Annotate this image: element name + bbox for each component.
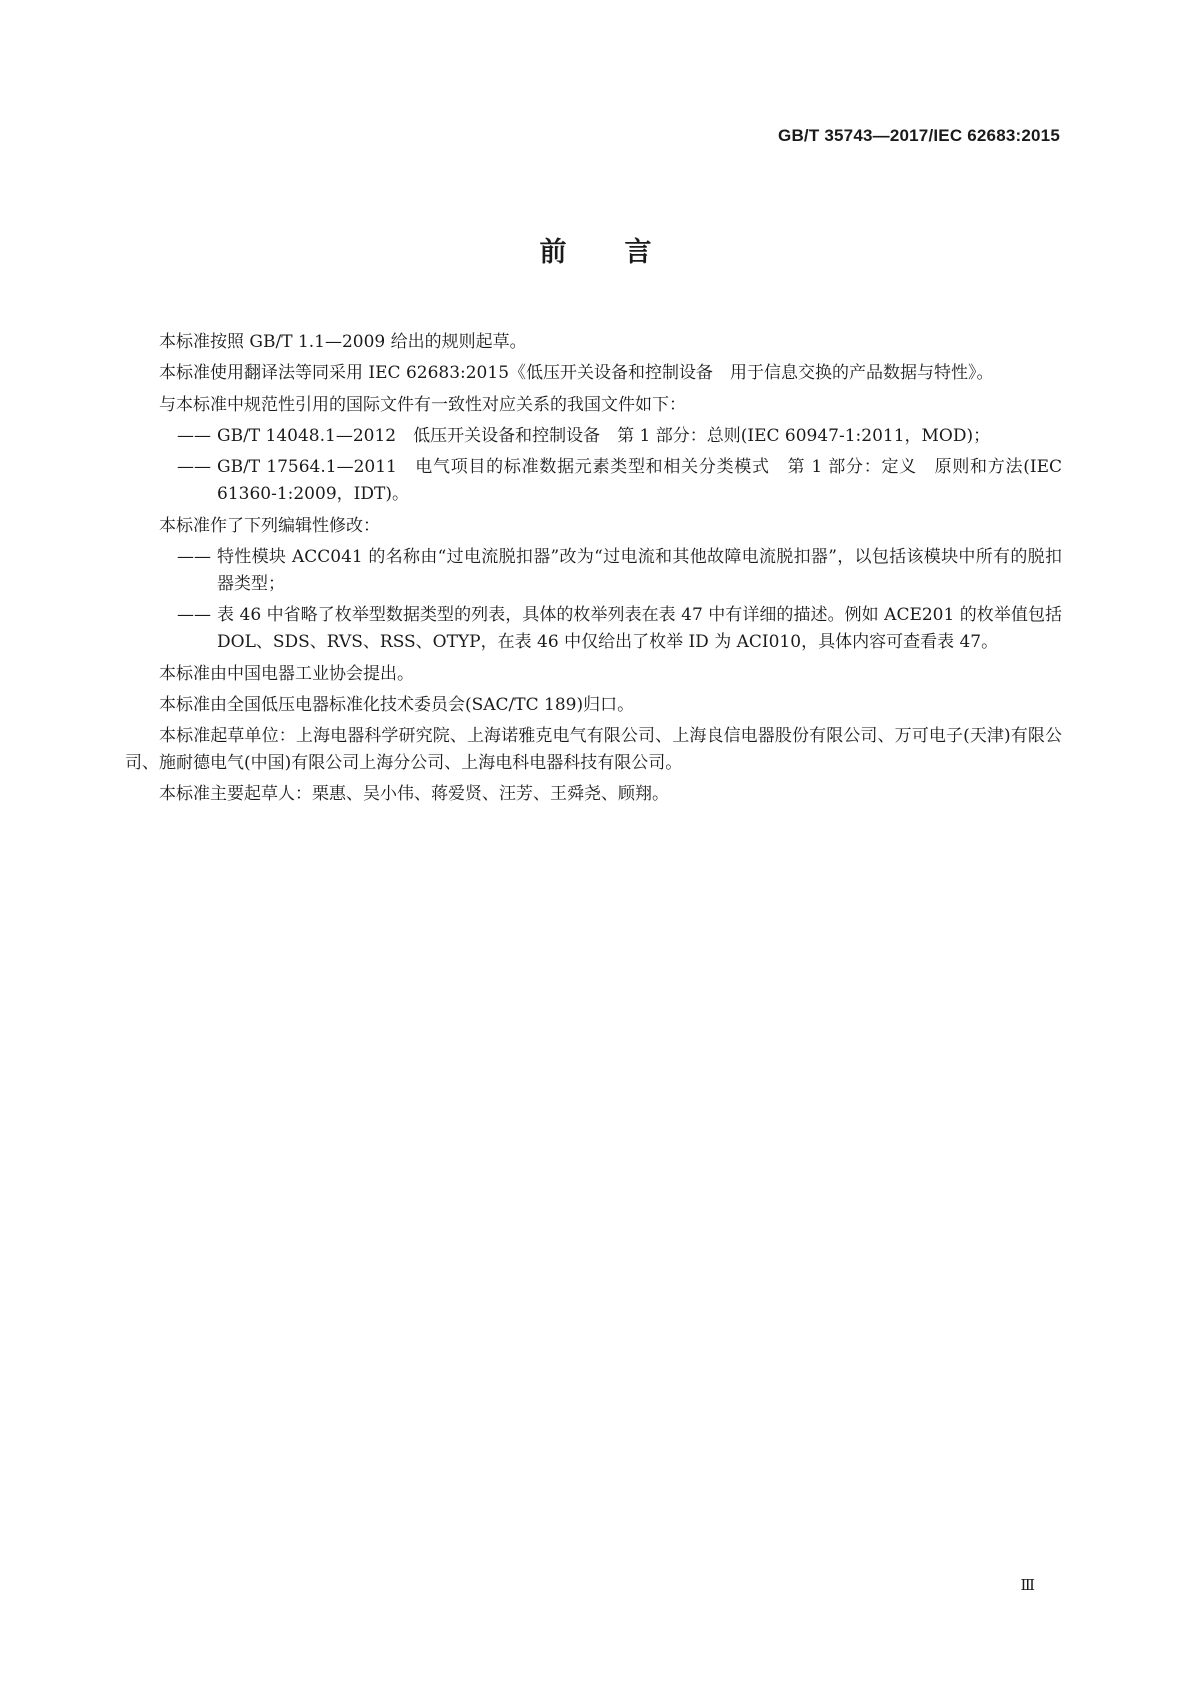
dash-marker: —— bbox=[177, 457, 211, 478]
paragraph-drafting-units: 本标准起草单位：上海电器科学研究院、上海诺雅克电气有限公司、上海良信电器股份有限公司、万可电子(天津)有限公司、施耐德电气(中国)有限公司上海分公司、上海电科电器科技有限公司。 bbox=[125, 726, 1062, 774]
paragraph-editorial-intro: 本标准作了下列编辑性修改： bbox=[159, 515, 380, 536]
page-title: 前言 bbox=[539, 237, 710, 268]
list-item-text: GB/T 17564.1—2011 电气项目的标准数据元素类型和相关分类模式 第 1 部分：定义 原则和方法(IEC 61360-1:2009，IDT)。 bbox=[217, 457, 1062, 505]
paragraph-committee: 本标准由全国低压电器标准化技术委员会(SAC/TC 189)归口。 bbox=[159, 694, 635, 715]
paragraph-proposer: 本标准由中国电器工业协会提出。 bbox=[159, 663, 414, 684]
list-item-text: GB/T 14048.1—2012 低压开关设备和控制设备 第 1 部分：总则(IEC 60947-1:2011，MOD)； bbox=[217, 425, 991, 446]
standard-code: GB/T 35743—2017/IEC 62683:2015 bbox=[778, 126, 1060, 145]
list-item-reference-2 bbox=[125, 454, 1062, 508]
paragraph-references-intro: 与本标准中规范性引用的国际文件有一致性对应关系的我国文件如下： bbox=[159, 394, 686, 415]
dash-marker: —— bbox=[177, 605, 211, 626]
page-number: Ⅲ bbox=[1020, 1576, 1035, 1594]
paragraph-drafting-rules: 本标准按照 GB/T 1.1—2009 给出的规则起草。 bbox=[159, 332, 527, 352]
list-item-editorial-1 bbox=[125, 544, 1062, 598]
list-item-editorial-2 bbox=[125, 602, 1062, 656]
foreword-body bbox=[125, 329, 1062, 813]
paragraph-adoption: 本标准使用翻译法等同采用 IEC 62683:2015《低压开关设备和控制设备 用于信息交换的产品数据与特性》。 bbox=[159, 363, 994, 384]
dash-marker: —— bbox=[177, 546, 211, 567]
paragraph-drafters: 本标准主要起草人：栗惠、吴小伟、蒋爱贤、汪芳、王舜尧、顾翔。 bbox=[159, 784, 669, 805]
list-item-text: 表 46 中省略了枚举型数据类型的列表，具体的枚举列表在表 47 中有详细的描述。例如 ACE201 的枚举值包括 DOL、SDS、RVS、RSS、OTYP，在表 46 中仅给出了枚举 ID 为 ACI010，具体内容可查看表 47。 bbox=[217, 605, 1062, 653]
list-item-reference-1 bbox=[125, 423, 1062, 450]
dash-marker: —— bbox=[177, 425, 211, 446]
list-item-text: 特性模块 ACC041 的名称由“过电流脱扣器”改为“过电流和其他故障电流脱扣器”，以包括该模块中所有的脱扣器类型； bbox=[217, 546, 1062, 594]
